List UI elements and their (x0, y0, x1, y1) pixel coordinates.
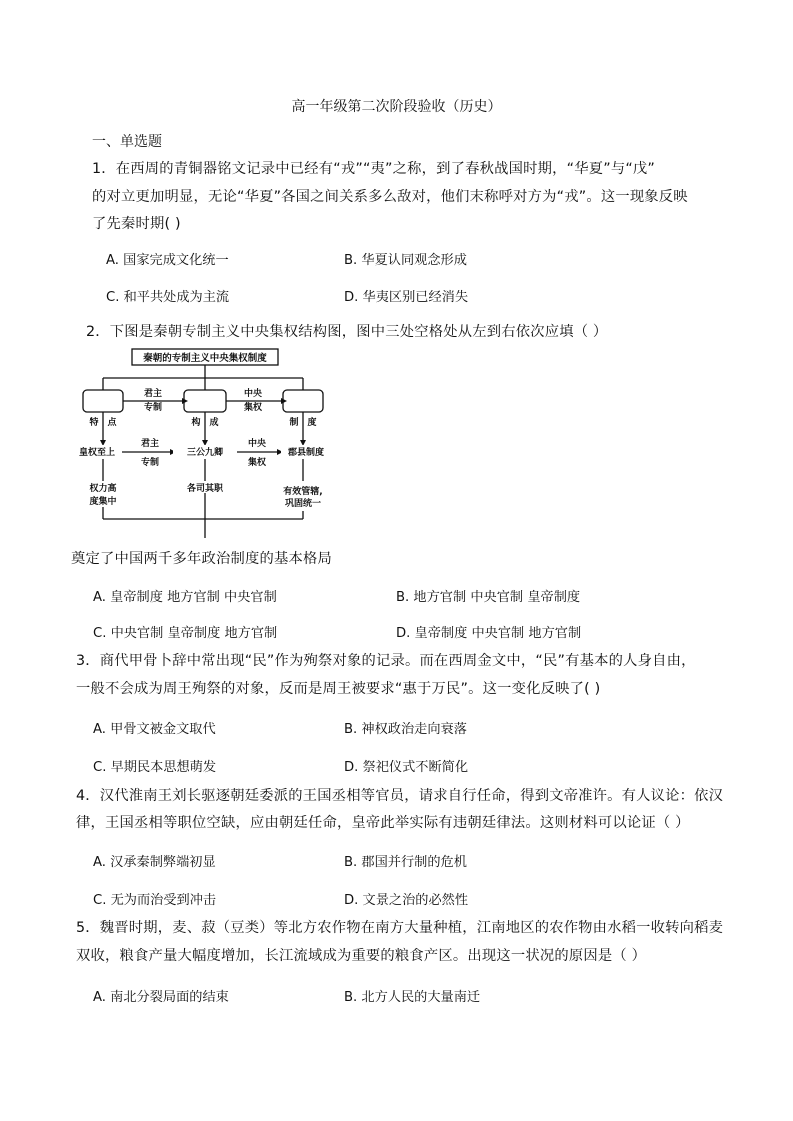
blank-box-left (83, 390, 123, 412)
question-1-line-3: 了先秦时期( ) (92, 216, 181, 232)
label-zhuanzhi: 专制 (143, 403, 163, 413)
row3-mid: 三公九卿 (186, 448, 224, 458)
blank-box-middle (184, 390, 226, 412)
question-3-option-b[interactable]: B. 神权政治走向衰落 (344, 722, 467, 737)
mid-left-1: 君主 (140, 439, 160, 449)
arrow-head (281, 398, 287, 404)
question-1-option-d[interactable]: D. 华夷区别已经消失 (344, 290, 469, 305)
question-5-line-1: 5．魏晋时期，麦、菽（豆类）等北方农作物在南方大量种植，江南地区的农作物由水稻一收转向稻麦 (76, 920, 724, 936)
question-4-option-a[interactable]: A. 汉承秦制弊端初显 (93, 855, 216, 870)
question-3-line-2: 一般不会成为周王殉祭的对象，反而是周王被要求“惠于万民”。这一变化反映了( ) (76, 681, 601, 697)
question-1-option-a[interactable]: A. 国家完成文化统一 (106, 253, 229, 268)
row4-mid: 各司其职 (186, 484, 224, 494)
question-3-option-c[interactable]: C. 早期民本思想萌发 (93, 760, 217, 775)
question-2-option-b[interactable]: B. 地方官制 中央官制 皇帝制度 (396, 590, 581, 605)
label-junzhu: 君主 (143, 389, 163, 399)
question-5-line-2: 双收，粮食产量大幅度增加，长江流域成为重要的粮食产区。出现这一状况的原因是（ ） (76, 948, 647, 964)
question-2-after-diagram: 奠定了中国两千多年政治制度的基本格局 (71, 551, 332, 567)
question-3-option-a[interactable]: A. 甲骨文被金文取代 (93, 722, 216, 737)
question-2-option-a[interactable]: A. 皇帝制度 地方官制 中央官制 (93, 590, 277, 605)
question-4-line-1: 4．汉代淮南王刘长驱逐朝廷委派的王国丞相等官员，请求自行任命，得到文帝准许。有人议论：依汉 (76, 788, 724, 804)
page-title: 高一年级第二次阶段验收（历史） (291, 99, 502, 115)
question-4-line-2: 律，王国丞相等职位空缺，应由朝廷任命，皇帝此举实际有违朝廷律法。这则材料可以论证（ ） (76, 815, 690, 831)
question-2-line-1: 2．下图是秦朝专制主义中央集权结构图，图中三处空格处从左到右依次应填（ ） (86, 324, 608, 340)
mid-right-1: 中央 (247, 439, 267, 449)
row3-left: 皇权至上 (78, 448, 116, 458)
row3-right: 郡县制度 (287, 448, 325, 458)
question-4-option-c[interactable]: C. 无为而治受到冲击 (93, 893, 217, 908)
question-1-line-1: 1．在西周的青铜器铭文记录中已经有“戎”“夷”之称，到了春秋战国时期，“华夏”与“戊” (92, 161, 656, 177)
question-2-option-d[interactable]: D. 皇帝制度 中央官制 地方官制 (396, 626, 582, 641)
arrow-head (182, 398, 188, 404)
row4-right-1: 有效管辖, (283, 487, 323, 497)
blank-box-right (283, 390, 323, 412)
question-5-option-b[interactable]: B. 北方人民的大量南迁 (344, 990, 481, 1005)
section-heading: 一、单选题 (92, 134, 162, 150)
question-1-line-2: 的对立更加明显，无论“华夏”各国之间关系多么敌对，他们末称呼对方为“戎”。这一现象反映 (92, 189, 688, 205)
row4-left-2: 度集中 (89, 497, 117, 507)
label-zhongyang: 中央 (243, 389, 263, 399)
diagram-title: 秦朝的专制主义中央集权制度 (143, 353, 267, 364)
question-5-option-a[interactable]: A. 南北分裂局面的结束 (93, 990, 229, 1005)
mid-left-2: 专制 (140, 458, 160, 468)
question-4-option-b[interactable]: B. 郡国并行制的危机 (344, 855, 467, 870)
label-zhidu: 制 度 (289, 418, 317, 428)
question-1-option-c[interactable]: C. 和平共处成为主流 (106, 290, 230, 305)
mid-right-2: 集权 (247, 458, 267, 468)
question-1-option-b[interactable]: B. 华夏认同观念形成 (344, 253, 467, 268)
label-tedian: 特 点 (89, 418, 117, 428)
question-4-option-d[interactable]: D. 文景之治的必然性 (344, 893, 469, 908)
label-goucheng: 构 成 (191, 418, 219, 428)
row4-left-1: 权力高 (89, 484, 117, 494)
qin-government-structure-diagram (70, 343, 340, 538)
question-2-option-c[interactable]: C. 中央官制 皇帝制度 地方官制 (93, 626, 278, 641)
question-3-option-d[interactable]: D. 祭祀仪式不断简化 (344, 760, 469, 775)
question-3-line-1: 3．商代甲骨卜辞中常出现“民”作为殉祭对象的记录。而在西周金文中，“民”有基本的人身自由， (76, 653, 696, 669)
row4-right-2: 巩固统一 (284, 499, 322, 509)
label-jiquan: 集权 (243, 403, 263, 413)
